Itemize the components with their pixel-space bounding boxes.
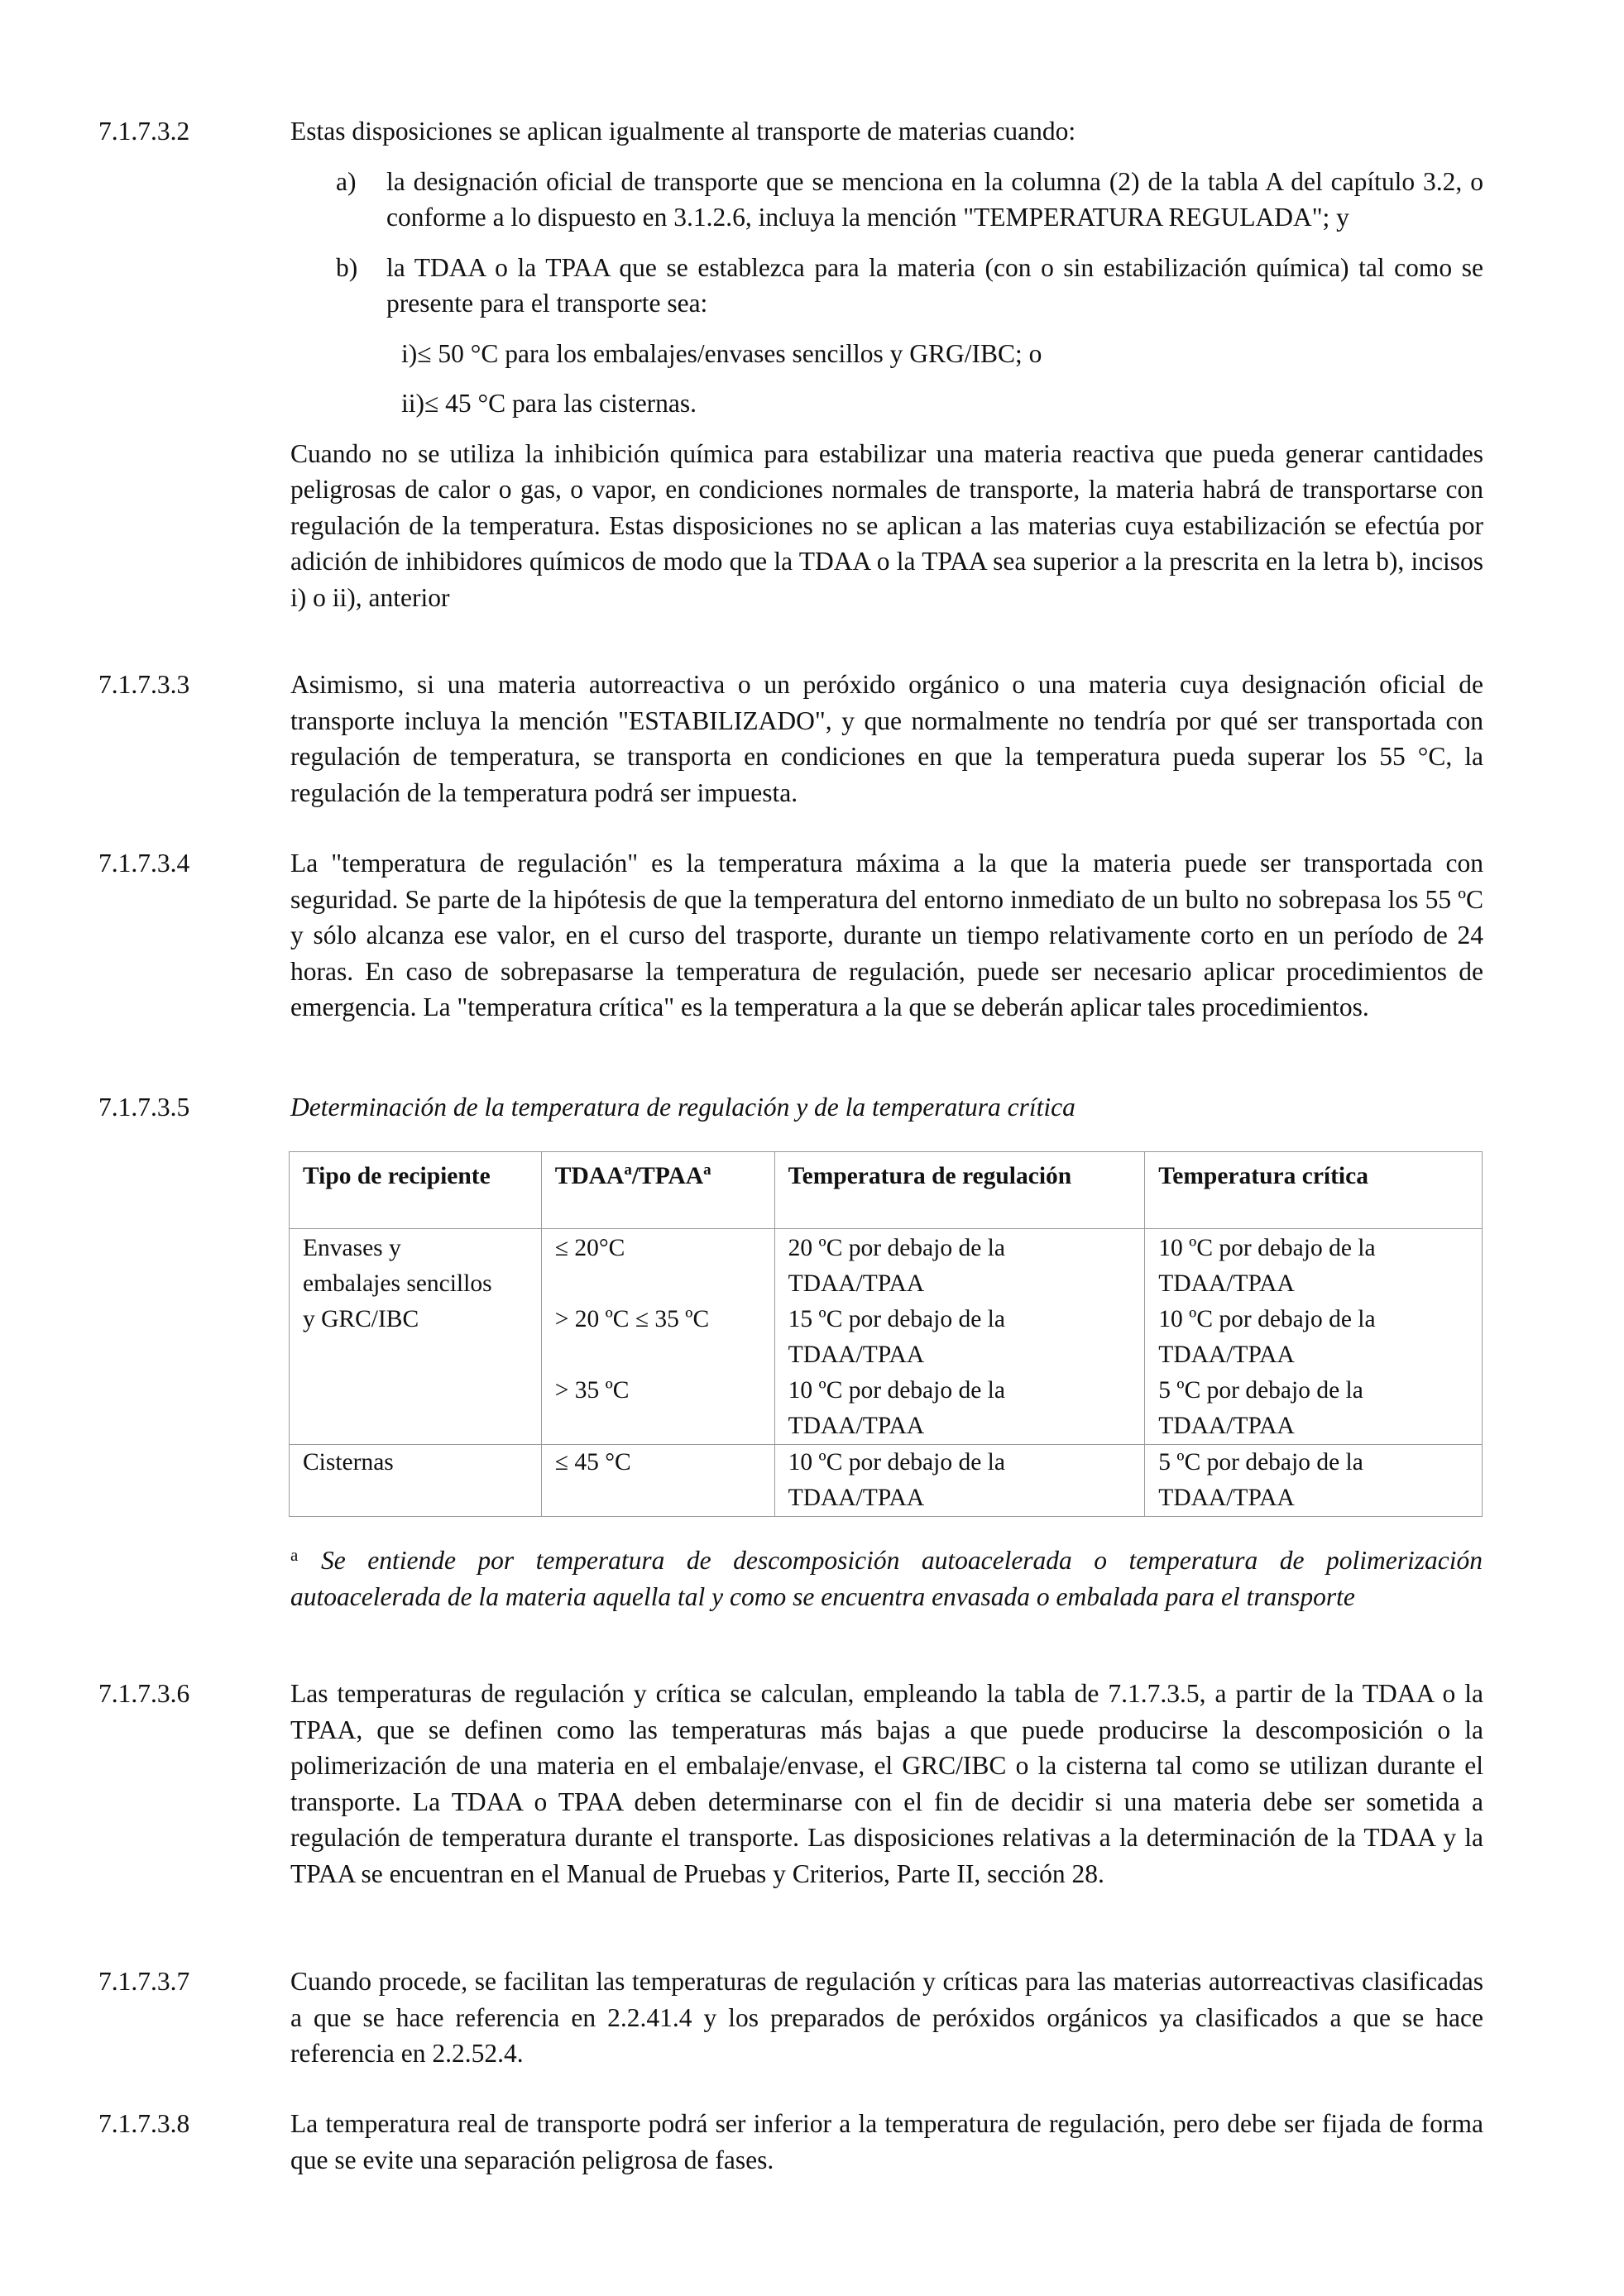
list-text: la TDAA o la TPAA que se establezca para la materia (con o sin estabilización química) tal como se presente para el transporte sea: — [386, 252, 1483, 318]
list-label: a) — [336, 166, 357, 196]
table-row — [290, 1229, 1483, 1445]
section-number: 7.1.7.3.2 — [98, 117, 190, 146]
sub-item-i: i)≤ 50 °C para los embalajes/envases sencillos y GRG/IBC; o — [401, 338, 1042, 368]
section-body — [290, 2106, 1483, 2178]
list-label: b) — [336, 252, 358, 282]
section-number: 7.1.7.3.6 — [98, 1679, 190, 1708]
cell-critical-temperature: 5 ºC por debajo de la TDAA/TPAA — [1145, 1445, 1483, 1517]
temperature-table — [289, 1151, 1483, 1517]
table-footnote — [290, 1543, 1483, 1614]
table-row — [290, 1445, 1483, 1517]
cell-critical-temperature: 10 ºC por debajo de la TDAA/TPAA 10 ºC por debajo de la TDAA/TPAA 5 ºC por debajo de la TDAA/TPAA — [1145, 1229, 1483, 1445]
footnote-text: Se entiende por temperatura de descomposición autoacelerada o temperatura de polimerización autoacelerada de la materia aquella tal y como se encuentra envasada o embalada para el transporte — [290, 1546, 1483, 1611]
cell-control-temperature: 20 ºC por debajo de la TDAA/TPAA 15 ºC por debajo de la TDAA/TPAA 10 ºC por debajo de la TDAA/TPAA — [774, 1229, 1145, 1445]
sub-item-ii: ii)≤ 45 °C para las cisternas. — [401, 389, 697, 418]
section-body — [290, 845, 1483, 1026]
section-body — [290, 1089, 1483, 1126]
list-item-b — [290, 250, 1483, 322]
footnote-mark: a — [624, 1161, 632, 1179]
section-title: Determinación de la temperatura de regulación y de la temperatura crítica — [290, 1093, 1075, 1122]
cell-control-temperature: 10 ºC por debajo de la TDAA/TPAA — [774, 1445, 1145, 1517]
cell-tdaa-tpaa: ≤ 20°C > 20 ºC ≤ 35 ºC > 35 ºC — [541, 1229, 774, 1445]
cell-container-type: Envases y embalajes sencillos y GRC/IBC — [290, 1229, 542, 1445]
section-number: 7.1.7.3.8 — [98, 2109, 190, 2138]
table-header-row — [290, 1152, 1483, 1229]
section-body — [290, 1964, 1483, 2072]
header-control-temperature: Temperatura de regulación — [774, 1152, 1145, 1229]
section-paragraph: Cuando no se utiliza la inhibición química para estabilizar una materia reactiva que pueda generar cantidades peligrosas de calor o gas, o vapor, en condiciones normales de transporte, la materia habrá de transportarse con regulación de la temperatura. Estas disposiciones no se aplican a las materias cuya estabilización se efectúa por adición de inhibidores químicos de modo que la TDAA o la TPAA sea superior a la prescrita en la letra b), incisos i) o ii), anterior — [290, 438, 1483, 612]
footnote-mark: a — [703, 1161, 711, 1179]
section-number: 7.1.7.3.3 — [98, 670, 190, 699]
section-intro: Estas disposiciones se aplican igualmente al transporte de materias cuando: — [290, 117, 1076, 146]
section-paragraph: Las temperaturas de regulación y crítica se calculan, empleando la tabla de 7.1.7.3.5, a partir de la TDAA o la TPAA, que se definen como las temperaturas más bajas a que puede producirse la descomposición o la polimerización de una materia en el embalaje/envase, el GRC/IBC o la cisterna tal como se utilizan durante el transporte. La TDAA o TPAA deben determinarse con el fin de decidir si una materia debe ser sometida a regulación de temperatura durante el transporte. Las disposiciones relativas a la determinación de la TDAA y la TPAA se encuentran en el Manual de Pruebas y Criterios, Parte II, sección 28. — [290, 1679, 1483, 1888]
section-paragraph: La "temperatura de regulación" es la temperatura máxima a la que la materia puede ser transportada con seguridad. Se parte de la hipótesis de que la temperatura del entorno inmediato de un bulto no sobrepasa los 55 ºC y sólo alcanza ese valor, en el curso del trasporte, durante un tiempo relativamente corto en un período de 24 horas. En caso de sobrepasarse la temperatura de regulación, puede ser necesario aplicar procedimientos de emergencia. La "temperatura crítica" es la temperatura a la que se deberán aplicar tales procedimientos. — [290, 849, 1483, 1021]
list-item-a — [290, 164, 1483, 236]
section-paragraph: La temperatura real de transporte podrá ser inferior a la temperatura de regulación, pero debe ser fijada de forma que se evite una separación peligrosa de fases. — [290, 2109, 1483, 2174]
header-container-type: Tipo de recipiente — [290, 1152, 542, 1229]
section-paragraph: Cuando procede, se facilitan las temperaturas de regulación y críticas para las materias autorreactivas clasificadas a que se hace referencia en 2.2.41.4 y los preparados de peróxidos orgánicos ya clasificados a que se hace referencia en 2.2.52.4. — [290, 1967, 1483, 2068]
section-paragraph: Asimismo, si una materia autorreactiva o un peróxido orgánico o una materia cuya designación oficial de transporte incluya la mención "ESTABILIZADO", y que normalmente no tendría por qué ser transportada con regulación de temperatura, se transporta en condiciones en que la temperatura pueda superar los 55 °C, la regulación de la temperatura podrá ser impuesta. — [290, 670, 1483, 807]
header-critical-temperature: Temperatura crítica — [1145, 1152, 1483, 1229]
header-tdaa-tpaa: TDAA$^a$/TPAA$^a$ — [541, 1152, 774, 1229]
list-text: la designación oficial de transporte que se menciona en la columna (2) de la tabla A del capítulo 3.2, o conforme a lo dispuesto en 3.1.2.6, incluya la mención "TEMPERATURA REGULADA"; y — [386, 166, 1483, 232]
section-number: 7.1.7.3.7 — [98, 1967, 190, 1996]
section-body — [290, 113, 1483, 615]
section-body — [290, 1676, 1483, 1892]
cell-tdaa-tpaa: ≤ 45 °C — [541, 1445, 774, 1517]
section-number: 7.1.7.3.5 — [98, 1093, 190, 1122]
cell-container-type: Cisternas — [290, 1445, 542, 1517]
footnote-mark: a — [290, 1545, 299, 1565]
section-body — [290, 667, 1483, 811]
section-number: 7.1.7.3.4 — [98, 849, 190, 878]
